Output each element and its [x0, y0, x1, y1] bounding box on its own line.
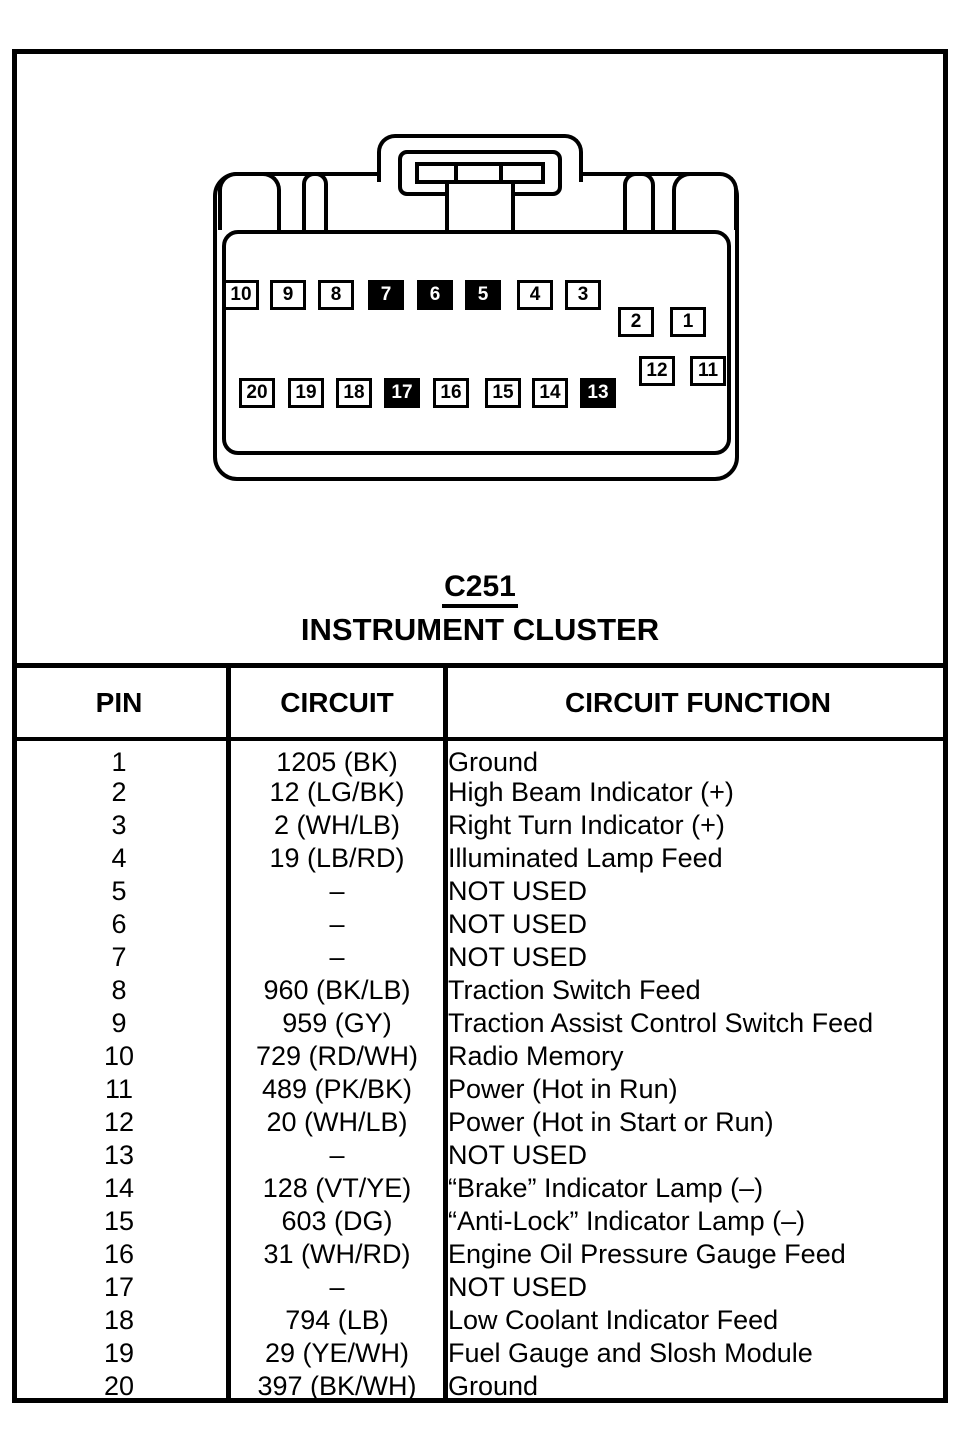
connector-id-label: C251 — [442, 570, 518, 608]
connector-diagram — [213, 134, 743, 486]
pin-box-11: 11 — [690, 356, 726, 386]
pin-box-3: 3 — [565, 280, 601, 310]
pin-cell: 11 — [12, 1073, 231, 1106]
table-row — [12, 842, 948, 875]
function-cell: Fuel Gauge and Slosh Module — [448, 1338, 813, 1368]
circuit-cell: – — [231, 941, 448, 974]
function-cell: High Beam Indicator (+) — [448, 777, 734, 807]
table-row — [12, 1304, 948, 1337]
circuit-cell: – — [231, 1139, 448, 1172]
connector-face — [222, 230, 731, 455]
function-cell: Power (Hot in Run) — [448, 1074, 678, 1104]
circuit-cell: 31 (WH/RD) — [231, 1238, 448, 1271]
pin-box-17: 17 — [384, 378, 420, 408]
table-row — [12, 1271, 948, 1304]
pin-cell: 4 — [12, 842, 231, 875]
pin-cell: 14 — [12, 1172, 231, 1205]
pin-box-15: 15 — [485, 378, 521, 408]
table-row — [12, 1040, 948, 1073]
circuit-cell: – — [231, 875, 448, 908]
function-cell: Low Coolant Indicator Feed — [448, 1305, 779, 1335]
circuit-cell: 603 (DG) — [231, 1205, 448, 1238]
table-row — [12, 776, 948, 809]
connector-name: INSTRUMENT CLUSTER — [300, 612, 660, 647]
pin-box-2: 2 — [618, 307, 654, 337]
function-cell: Power (Hot in Start or Run) — [448, 1107, 774, 1137]
table-row — [12, 974, 948, 1007]
function-cell: Traction Switch Feed — [448, 975, 701, 1005]
pin-cell: 17 — [12, 1271, 231, 1304]
circuit-cell: 960 (BK/LB) — [231, 974, 448, 1007]
pin-box-4: 4 — [517, 280, 553, 310]
pin-box-18: 18 — [336, 378, 372, 408]
pin-box-13: 13 — [580, 378, 616, 408]
circuit-cell: 20 (WH/LB) — [231, 1106, 448, 1139]
pin-cell: 18 — [12, 1304, 231, 1337]
pin-box-20: 20 — [239, 378, 275, 408]
function-cell: Ground — [448, 747, 539, 777]
circuit-cell: 128 (VT/YE) — [231, 1172, 448, 1205]
function-cell: Traction Assist Control Switch Feed — [448, 1008, 874, 1038]
pin-box-12: 12 — [639, 356, 675, 386]
function-cell: NOT USED — [448, 909, 588, 939]
pin-cell: 15 — [12, 1205, 231, 1238]
circuit-cell: 1205 (BK) — [231, 741, 448, 776]
pin-box-6: 6 — [417, 280, 453, 310]
circuit-cell: 489 (PK/BK) — [231, 1073, 448, 1106]
circuit-cell: 794 (LB) — [231, 1304, 448, 1337]
pin-box-5: 5 — [465, 280, 501, 310]
pin-box-16: 16 — [433, 378, 469, 408]
pin-box-10: 10 — [223, 280, 259, 310]
table-row — [12, 1238, 948, 1271]
table-row — [12, 1172, 948, 1205]
col-header-pin: PIN — [12, 668, 231, 741]
circuit-cell: – — [231, 908, 448, 941]
function-cell: Right Turn Indicator (+) — [448, 810, 725, 840]
function-cell: Engine Oil Pressure Gauge Feed — [448, 1239, 846, 1269]
table-row — [12, 875, 948, 908]
pin-cell: 20 — [12, 1370, 231, 1403]
pin-cell: 1 — [12, 741, 231, 776]
connector-rib-right — [672, 172, 738, 230]
function-cell: Radio Memory — [448, 1041, 624, 1071]
table-row — [12, 1205, 948, 1238]
pin-box-9: 9 — [270, 280, 306, 310]
pin-cell: 5 — [12, 875, 231, 908]
table-row — [12, 941, 948, 974]
circuit-cell: 959 (GY) — [231, 1007, 448, 1040]
circuit-cell: 29 (YE/WH) — [231, 1337, 448, 1370]
pin-box-7: 7 — [368, 280, 404, 310]
pin-cell: 13 — [12, 1139, 231, 1172]
function-cell: NOT USED — [448, 1140, 588, 1170]
circuit-cell: 19 (LB/RD) — [231, 842, 448, 875]
lock-tab-cell-box — [415, 162, 545, 184]
pin-cell: 7 — [12, 941, 231, 974]
table-row — [12, 1073, 948, 1106]
pin-cell: 2 — [12, 776, 231, 809]
lock-tab-stem — [445, 184, 515, 230]
pin-box-8: 8 — [318, 280, 354, 310]
circuit-cell: 729 (RD/WH) — [231, 1040, 448, 1073]
connector-id — [12, 570, 948, 604]
function-cell: Ground — [448, 1371, 539, 1401]
table-row — [12, 809, 948, 842]
pin-cell: 12 — [12, 1106, 231, 1139]
pinout-table — [12, 663, 948, 1403]
header-row — [12, 668, 948, 741]
pin-cell: 6 — [12, 908, 231, 941]
table-row — [12, 741, 948, 776]
table-row — [12, 1139, 948, 1172]
function-cell: “Brake” Indicator Lamp (–) — [448, 1173, 764, 1203]
table-row — [12, 1370, 948, 1403]
circuit-cell: 2 (WH/LB) — [231, 809, 448, 842]
col-header-circuit: CIRCUIT — [231, 668, 448, 741]
lock-tab-cell-divider — [499, 166, 503, 180]
table-row — [12, 908, 948, 941]
pin-cell: 10 — [12, 1040, 231, 1073]
pin-cell: 9 — [12, 1007, 231, 1040]
circuit-cell: 12 (LG/BK) — [231, 776, 448, 809]
function-cell: NOT USED — [448, 942, 588, 972]
pin-cell: 19 — [12, 1337, 231, 1370]
table-row — [12, 1337, 948, 1370]
connector-slot-right — [623, 172, 655, 230]
circuit-cell: 397 (BK/WH) — [231, 1370, 448, 1403]
pin-box-19: 19 — [288, 378, 324, 408]
function-cell: “Anti-Lock” Indicator Lamp (–) — [448, 1206, 806, 1236]
pin-cell: 3 — [12, 809, 231, 842]
function-cell: Illuminated Lamp Feed — [448, 843, 723, 873]
connector-rib-left — [218, 172, 281, 230]
connector-slot-left — [302, 172, 328, 230]
pin-box-14: 14 — [532, 378, 568, 408]
lock-tab-cell-divider — [454, 166, 458, 180]
pin-cell: 16 — [12, 1238, 231, 1271]
table-row — [12, 1007, 948, 1040]
function-cell: NOT USED — [448, 876, 588, 906]
circuit-cell: – — [231, 1271, 448, 1304]
table-row — [12, 1106, 948, 1139]
function-cell: NOT USED — [448, 1272, 588, 1302]
col-header-circuit-function: CIRCUIT FUNCTION — [448, 668, 948, 741]
pin-box-1: 1 — [670, 307, 706, 337]
pin-cell: 8 — [12, 974, 231, 1007]
